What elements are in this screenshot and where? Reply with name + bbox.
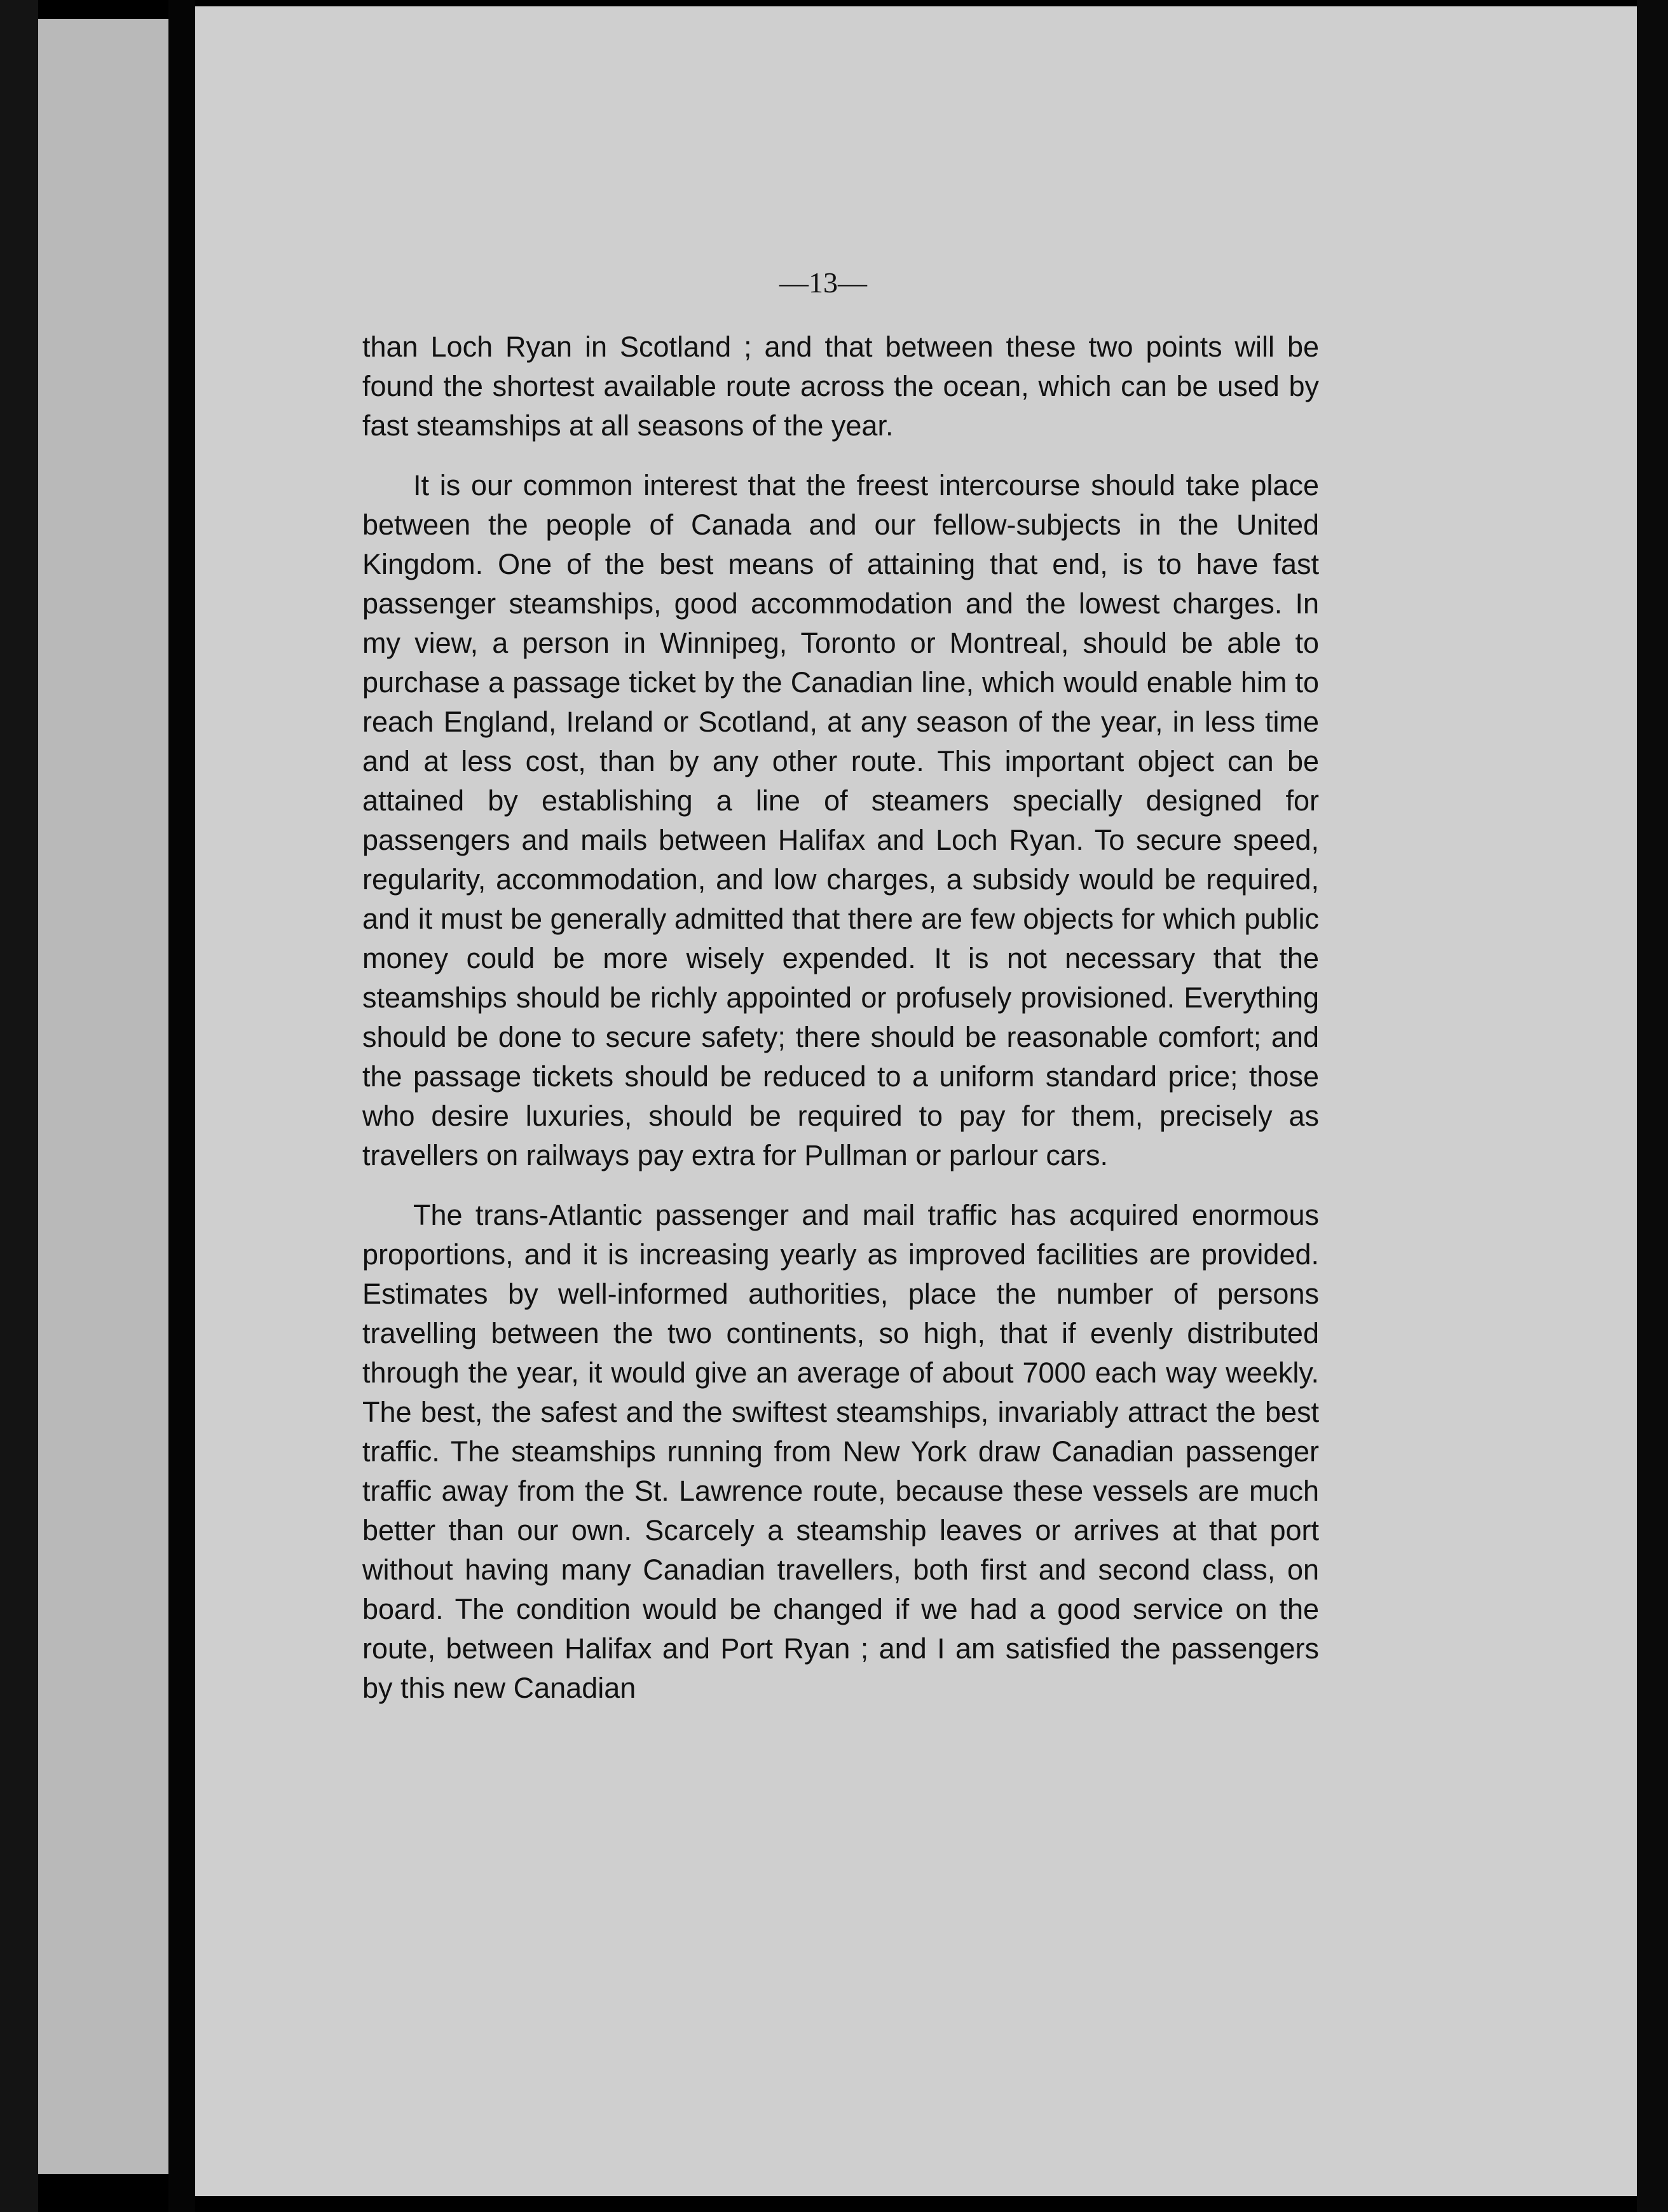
book-binding-shadow [168,0,195,2212]
paragraph-trans-atlantic-traffic: The trans-Atlantic passenger and mail traffic has acquired enormous proportions, and it is increasing yearly as improved facilities are provided. Estimates by well-informed authorities, place the number of persons travelling between the two continents, so high, that if evenly distributed through the year, it would give an average of about 7000 each way weekly. The best, the safest and the swiftest steamships, invariably attract the best traffic. The steamships running from New York draw Canadian passenger traffic away from the St. Lawrence route, because these vessels are much better than our own. Scarcely a steamship leaves or arrives at that port without having many Canadian travellers, both first and second class, on board. The condition would be changed if we had a good service on the route, between Halifax and Port Ryan ; and I am satisfied the passengers by this new Canadian [362,1199,1319,1704]
page-number: —13— [779,266,867,299]
body-text [362,327,1319,1728]
scan-right-edge [1637,0,1668,2212]
paragraph-common-interest: It is our common interest that the freest intercourse should take place between the people of Canada and our fellow-subjects in the United Kingdom. One of the best means of attaining that end, is to have fast passenger steamships, good accommodation and the lowest charges. In my view, a person in Winnipeg, Toronto or Montreal, should be able to purchase a passage ticket by the Canadian line, which would enable him to reach England, Ireland or Scotland, at any season of the year, in less time and at less cost, than by any other route. This important object can be attained by establishing a line of steamers specially designed for passengers and mails between Halifax and Loch Ryan. To secure speed, regularity, accommodation, and low charges, a subsidy would be required, and it must be generally admitted that there are few objects for which public money could be more wisely expended. It is not necessary that the steamships should be richly appointed or profusely provisioned. Everything should be done to secure safety; there should be reasonable comfort; and the passage tickets should be reduced to a uniform standard price; those who desire luxuries, should be required to pay for them, precisely as travellers on railways pay extra for Pullman or parlour cars. [362,469,1319,1171]
paragraph-continuation: than Loch Ryan in Scotland ; and that between these two points will be found the shortest available route across the ocean, which can be used by fast steamships at all seasons of the year. [362,331,1319,442]
previous-page-edge [38,19,168,2174]
scan-left-edge [0,0,38,2212]
